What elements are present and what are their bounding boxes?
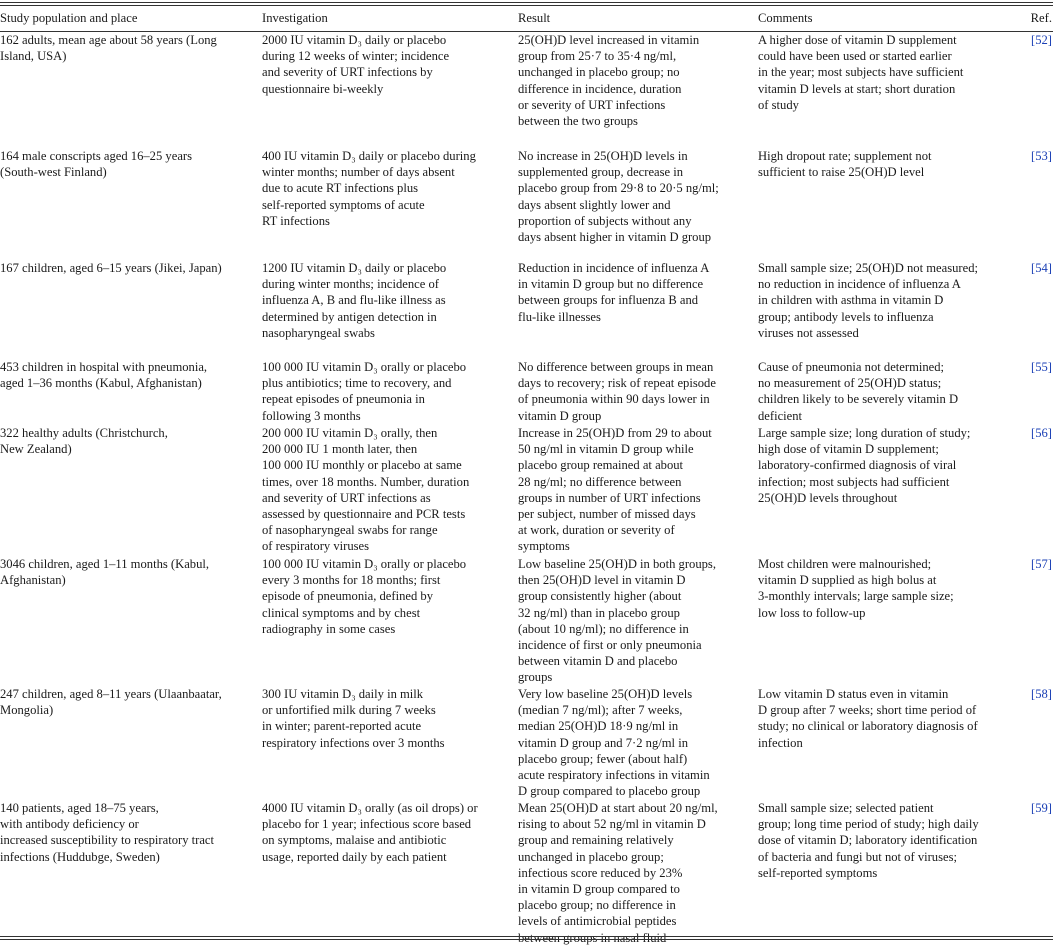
cell-population [0, 32, 262, 148]
cell-comments [758, 32, 1006, 148]
cell-comments [758, 148, 1006, 260]
cell-ref [1006, 260, 1053, 359]
cell-result-text: 25(OH)D level increased in vitamin group from 25·7 to 35·4 ng/ml, unchanged in placebo group; no difference in incidence, duration or severity of URT infections between the two groups [518, 33, 700, 129]
reference-link[interactable]: [55] [1031, 360, 1052, 374]
header-result: Result [518, 11, 551, 25]
cell-population [0, 686, 262, 800]
cell-population-text: 247 children, aged 8–11 years (Ulaanbaatar, Mongolia) [0, 687, 222, 718]
cell-comments-text: Small sample size; 25(OH)D not measured; no reduction in incidence of influenza A in children with asthma in vitamin D group; antibody levels to influenza viruses not assessed [758, 261, 978, 340]
reference-link[interactable]: [57] [1031, 557, 1052, 571]
cell-population [0, 260, 262, 359]
cell-investigation-text: 400 IU vitamin D₃ daily or placebo during winter months; number of days absent due to acute RT infections plus self-reported symptoms of acute RT infections [262, 149, 476, 228]
cell-result [518, 148, 758, 260]
table-body [0, 32, 1053, 946]
cell-population-text: 167 children, aged 6–15 years (Jikei, Japan) [0, 261, 222, 275]
cell-result [518, 32, 758, 148]
cell-population-text: 162 adults, mean age about 58 years (Long Island, USA) [0, 33, 217, 64]
cell-investigation [262, 359, 518, 425]
cell-comments [758, 260, 1006, 359]
cell-population-text: 453 children in hospital with pneumonia, aged 1–36 months (Kabul, Afghanistan) [0, 360, 208, 391]
cell-investigation [262, 556, 518, 686]
bottom-rule-outer [0, 939, 1053, 940]
reference-link[interactable]: [58] [1031, 687, 1052, 701]
cell-ref [1006, 800, 1053, 946]
table-row [0, 359, 1053, 425]
cell-ref [1006, 686, 1053, 800]
reference-link[interactable]: [59] [1031, 801, 1052, 815]
cell-comments-text: Cause of pneumonia not determined; no measurement of 25(OH)D status; children likely to be severely vitamin D deficient [758, 360, 959, 423]
table-row [0, 425, 1053, 556]
cell-comments-text: High dropout rate; supplement not sufficient to raise 25(OH)D level [758, 149, 932, 180]
cell-ref [1006, 556, 1053, 686]
cell-investigation-text: 2000 IU vitamin D₃ daily or placebo during 12 weeks of winter; incidence and severity of URT infections by questionnaire bi-weekly [262, 33, 450, 96]
cell-population-text: 322 healthy adults (Christchurch, New Zealand) [0, 426, 168, 457]
cell-comments [758, 800, 1006, 946]
reference-link[interactable]: [52] [1031, 33, 1052, 47]
cell-comments [758, 425, 1006, 556]
cell-ref [1006, 148, 1053, 260]
cell-investigation-text: 300 IU vitamin D₃ daily in milk or unfortified milk during 7 weeks in winter; parent-reported acute respiratory infections over 3 months [262, 687, 445, 750]
cell-investigation [262, 32, 518, 148]
header-ref: Ref. [1030, 11, 1052, 25]
cell-comments-text: Low vitamin D status even in vitamin D group after 7 weeks; short time period of study; no clinical or laboratory diagnosis of infection [758, 687, 978, 750]
cell-result [518, 800, 758, 946]
reference-link[interactable]: [56] [1031, 426, 1052, 440]
cell-investigation [262, 686, 518, 800]
cell-ref [1006, 425, 1053, 556]
reference-link[interactable]: [53] [1031, 149, 1052, 163]
top-rule-outer [0, 2, 1053, 3]
cell-comments-text: Large sample size; long duration of study; high dose of vitamin D supplement; laboratory-confirmed diagnosis of viral infection; most subjects had sufficient 25(OH)D levels throughout [758, 426, 971, 505]
cell-investigation-text: 4000 IU vitamin D₃ orally (as oil drops) or placebo for 1 year; infectious score based on symptoms, malaise and antibiotic usage, reported daily by each patient [262, 801, 478, 864]
cell-population-text: 164 male conscripts aged 16–25 years (South-west Finland) [0, 149, 192, 180]
table-row [0, 686, 1053, 800]
cell-investigation [262, 425, 518, 556]
cell-investigation-text: 1200 IU vitamin D₃ daily or placebo during winter months; incidence of influenza A, B and flu-like illness as determined by antigen detection in nasopharyngeal swabs [262, 261, 447, 340]
cell-comments [758, 359, 1006, 425]
cell-population-text: 3046 children, aged 1–11 months (Kabul, Afghanistan) [0, 557, 210, 588]
cell-investigation [262, 148, 518, 260]
cell-investigation [262, 260, 518, 359]
cell-comments-text: A higher dose of vitamin D supplement could have been used or started earlier in the year; most subjects have sufficient vitamin D levels at start; short duration of study [758, 33, 964, 112]
cell-population [0, 800, 262, 946]
cell-investigation-text: 100 000 IU vitamin D₃ orally or placebo plus antibiotics; time to recovery, and repeat episodes of pneumonia in following 3 months [262, 360, 467, 423]
table-row [0, 800, 1053, 946]
header-investigation: Investigation [262, 11, 328, 25]
cell-ref [1006, 32, 1053, 148]
cell-comments [758, 686, 1006, 800]
header-population: Study population and place [0, 11, 138, 25]
cell-population [0, 425, 262, 556]
cell-result-text: Low baseline 25(OH)D in both groups, then 25(OH)D level in vitamin D group consistently higher (about 32 ng/ml) than in placebo group (about 10 ng/ml); no difference in incidence of first or only pneumonia between vitamin D and placebo groups [518, 557, 716, 685]
cell-result-text: Increase in 25(OH)D from 29 to about 50 ng/ml in vitamin D group while placebo group remained at about 28 ng/ml; no difference between groups in number of URT infections per subject, number of missed days at work, duration or severity of symptoms [518, 426, 712, 554]
cell-comments [758, 556, 1006, 686]
header-row [0, 9, 1053, 32]
cell-comments-text: Small sample size; selected patient group; long time period of study; high daily dose of vitamin D; laboratory identification of bacteria and fungi but not of viruses; self-reported symptoms [758, 801, 979, 880]
cell-result [518, 260, 758, 359]
cell-investigation [262, 800, 518, 946]
cell-result [518, 425, 758, 556]
cell-result [518, 359, 758, 425]
table-row [0, 32, 1053, 148]
cell-population [0, 556, 262, 686]
cell-population [0, 359, 262, 425]
cell-result-text: Very low baseline 25(OH)D levels (median 7 ng/ml); after 7 weeks, median 25(OH)D 18·9 ng/ml in vitamin D group and 7·2 ng/ml in placebo group; fewer (about half) acute respiratory infections in vitamin D group compared to placebo group [518, 687, 710, 799]
table-row [0, 260, 1053, 359]
cell-investigation-text: 200 000 IU vitamin D₃ orally, then 200 000 IU 1 month later, then 100 000 IU monthly or placebo at same times, over 18 months. Number, duration and severity of URT infections as assessed by questionnaire and PCR tests of nasopharyngeal swabs for range of respiratory viruses [262, 426, 470, 554]
bottom-rule-inner [0, 936, 1053, 937]
reference-link[interactable]: [54] [1031, 261, 1052, 275]
cell-population-text: 140 patients, aged 18–75 years, with antibody deficiency or increased susceptibility to respiratory tract infections (Huddubge, Sweden) [0, 801, 215, 864]
header-comments: Comments [758, 11, 813, 25]
cell-result-text: No increase in 25(OH)D levels in supplemented group, decrease in placebo group from 29·8 to 20·5 ng/ml; days absent slightly lower and proportion of subjects without any days absent higher in vitamin D group [518, 149, 719, 245]
cell-ref [1006, 359, 1053, 425]
cell-result-text: Reduction in incidence of influenza A in vitamin D group but no difference between groups for influenza B and flu-like illnesses [518, 261, 710, 324]
studies-table [0, 9, 1053, 946]
cell-result [518, 556, 758, 686]
cell-population [0, 148, 262, 260]
cell-result [518, 686, 758, 800]
cell-comments-text: Most children were malnourished; vitamin D supplied as high bolus at 3-monthly intervals; large sample size; low loss to follow-up [758, 557, 954, 620]
cell-investigation-text: 100 000 IU vitamin D₃ orally or placebo every 3 months for 18 months; first episode of pneumonia, defined by clinical symptoms and by chest radiography in some cases [262, 557, 467, 636]
table-row [0, 148, 1053, 260]
top-rule-inner [0, 5, 1053, 6]
table-row [0, 556, 1053, 686]
cell-result-text: No difference between groups in mean days to recovery; risk of repeat episode of pneumonia within 90 days lower in vitamin D group [518, 360, 716, 423]
cell-result-text: Mean 25(OH)D at start about 20 ng/ml, rising to about 52 ng/ml in vitamin D group and remaining relatively unchanged in placebo group; infectious score reduced by 23% in vitamin D group compared to placebo group; no difference in levels of antimicrobial peptides between groups in nasal fluid [518, 801, 718, 945]
